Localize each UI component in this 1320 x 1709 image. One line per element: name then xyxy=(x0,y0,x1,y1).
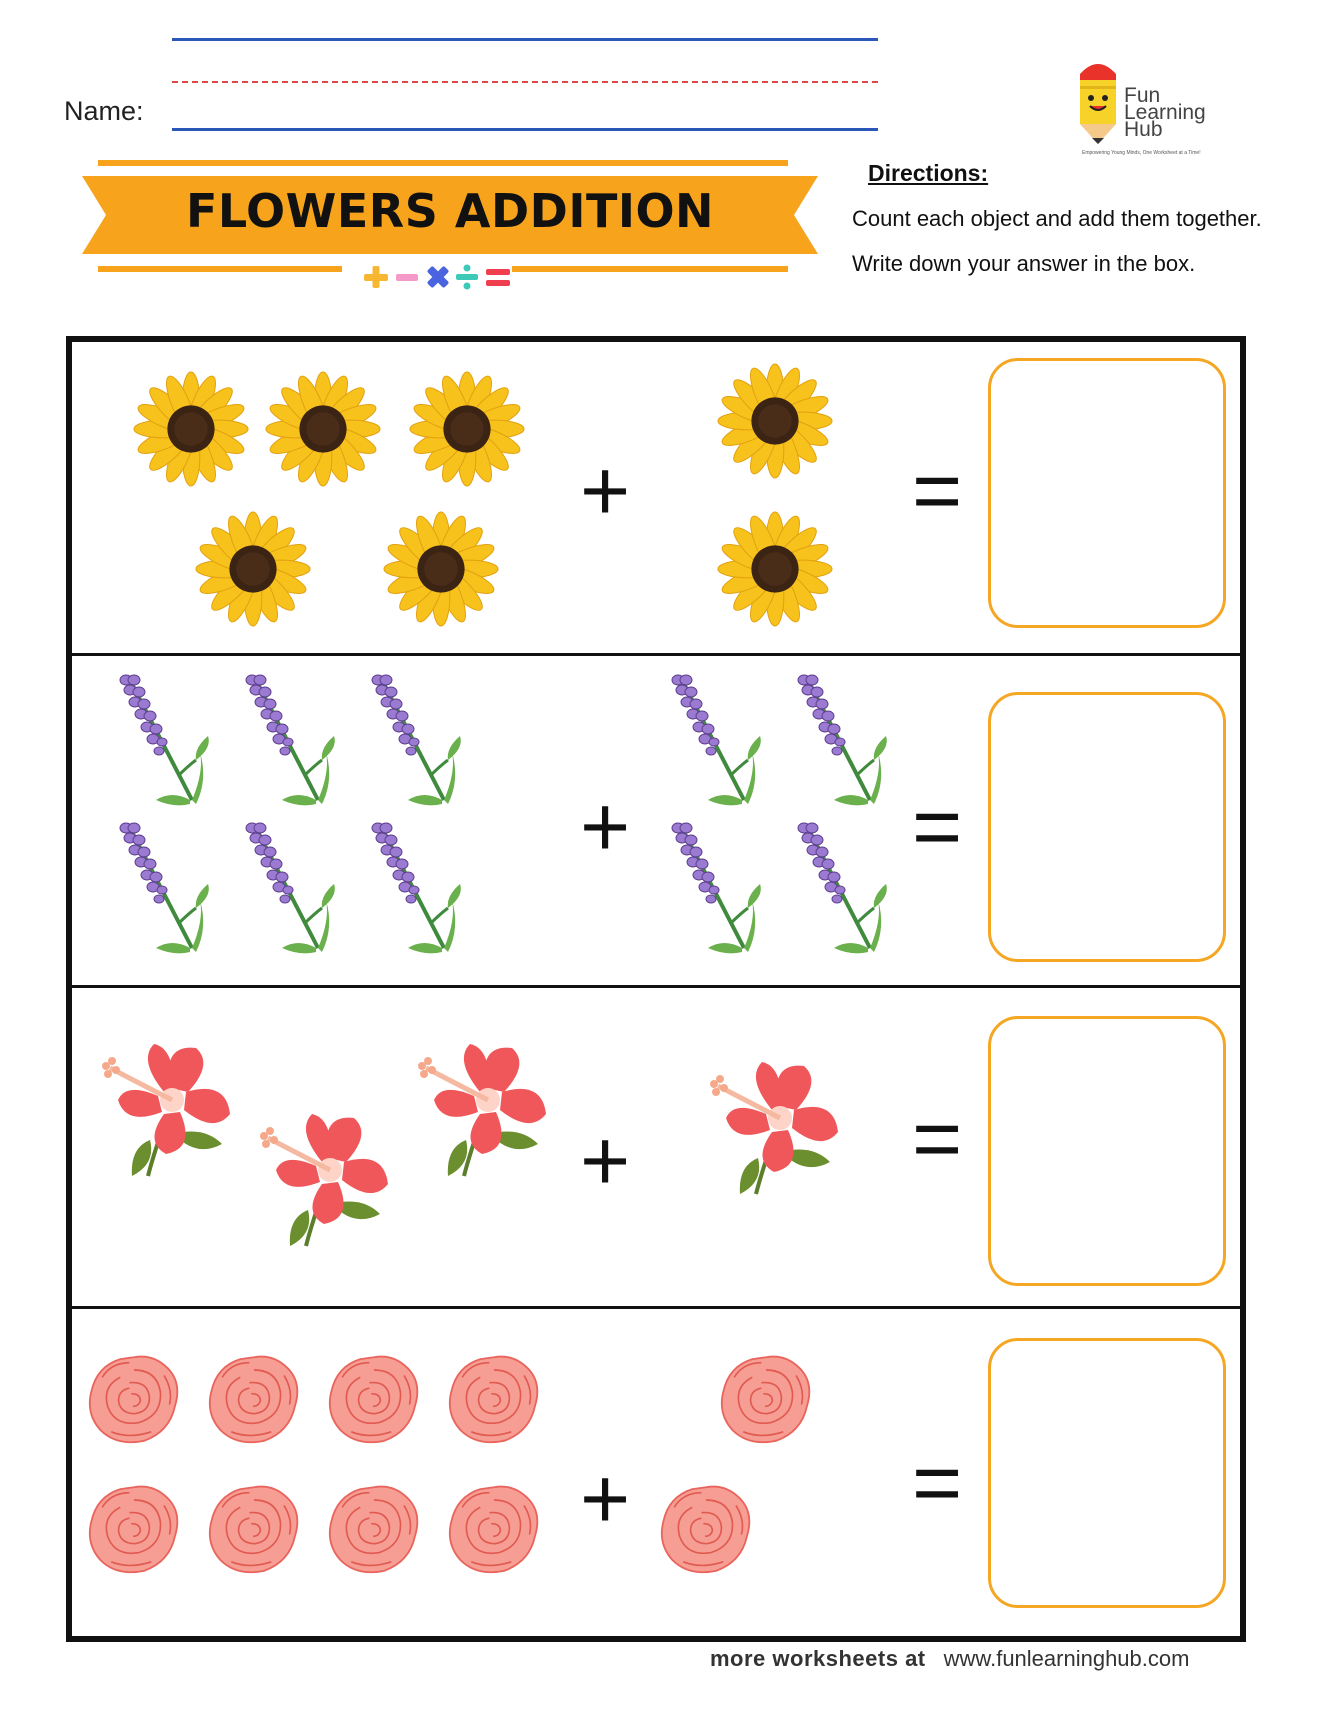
rose-icon xyxy=(716,1350,816,1450)
sunflower-icon xyxy=(716,510,834,628)
plus-sign: + xyxy=(580,443,631,539)
lavender-icon xyxy=(790,672,900,822)
rose-icon xyxy=(324,1480,424,1580)
sunflower-icon xyxy=(132,370,250,488)
rose-icon xyxy=(324,1350,424,1450)
name-line-dashed xyxy=(172,81,878,83)
equals-sign: = xyxy=(912,779,963,875)
answer-box[interactable] xyxy=(988,358,1226,628)
rose-icon xyxy=(204,1350,304,1450)
rose-icon xyxy=(204,1480,304,1580)
equals-sign: = xyxy=(912,443,963,539)
sunflower-icon xyxy=(264,370,382,488)
directions-text: Count each object and add them together. Write down your answer in the box. xyxy=(852,206,1262,276)
plus-sign: + xyxy=(580,1113,631,1209)
name-label: Name: xyxy=(64,96,144,126)
sunflower-icon xyxy=(716,362,834,480)
row-divider xyxy=(72,985,1240,988)
logo-tagline: Empowering Young Minds, One Worksheet at a Time! xyxy=(1082,150,1201,156)
pencil-mascot-icon xyxy=(1076,60,1120,151)
math-operators-icon xyxy=(364,264,512,290)
lavender-icon xyxy=(112,672,222,822)
logo-line-3: Hub xyxy=(1124,118,1163,141)
rose-icon xyxy=(84,1480,184,1580)
directions-heading: Directions: xyxy=(868,160,989,186)
sunflower-icon xyxy=(382,510,500,628)
hibiscus-icon xyxy=(700,1048,850,1198)
rose-icon xyxy=(656,1480,756,1580)
footer-more-text: more worksheets at xyxy=(710,1646,926,1671)
lavender-icon xyxy=(364,820,474,970)
lavender-icon xyxy=(664,672,774,822)
rose-icon xyxy=(444,1350,544,1450)
banner-rule-right xyxy=(512,266,788,272)
equals-sign: = xyxy=(912,1091,963,1187)
banner-rule-left xyxy=(98,266,342,272)
name-line-bottom[interactable] xyxy=(172,128,878,131)
lavender-icon xyxy=(238,820,348,970)
sunflower-icon xyxy=(194,510,312,628)
rose-icon xyxy=(84,1350,184,1450)
footer xyxy=(710,1646,1189,1672)
footer-url-link[interactable]: www.funlearninghub.com xyxy=(943,1646,1190,1671)
lavender-icon xyxy=(238,672,348,822)
name-line-top xyxy=(172,38,878,41)
logo-line-1: Fun xyxy=(1124,84,1161,107)
lavender-icon xyxy=(664,820,774,970)
row-divider xyxy=(72,653,1240,656)
row-divider xyxy=(72,1306,1240,1309)
sunflower-icon xyxy=(408,370,526,488)
banner-rule-top xyxy=(98,160,788,166)
plus-sign: + xyxy=(580,779,631,875)
logo-line-2: Learning xyxy=(1124,101,1206,124)
page-title: FLOWERS ADDITION xyxy=(185,184,715,238)
hibiscus-icon xyxy=(92,1030,242,1180)
lavender-icon xyxy=(364,672,474,822)
answer-box[interactable] xyxy=(988,1338,1226,1608)
rose-icon xyxy=(444,1480,544,1580)
hibiscus-icon xyxy=(408,1030,558,1180)
equals-sign: = xyxy=(912,1435,963,1531)
lavender-icon xyxy=(790,820,900,970)
answer-box[interactable] xyxy=(988,692,1226,962)
plus-sign: + xyxy=(580,1451,631,1547)
logo-text xyxy=(1124,84,1206,141)
hibiscus-icon xyxy=(250,1100,400,1250)
answer-box[interactable] xyxy=(988,1016,1226,1286)
lavender-icon xyxy=(112,820,222,970)
